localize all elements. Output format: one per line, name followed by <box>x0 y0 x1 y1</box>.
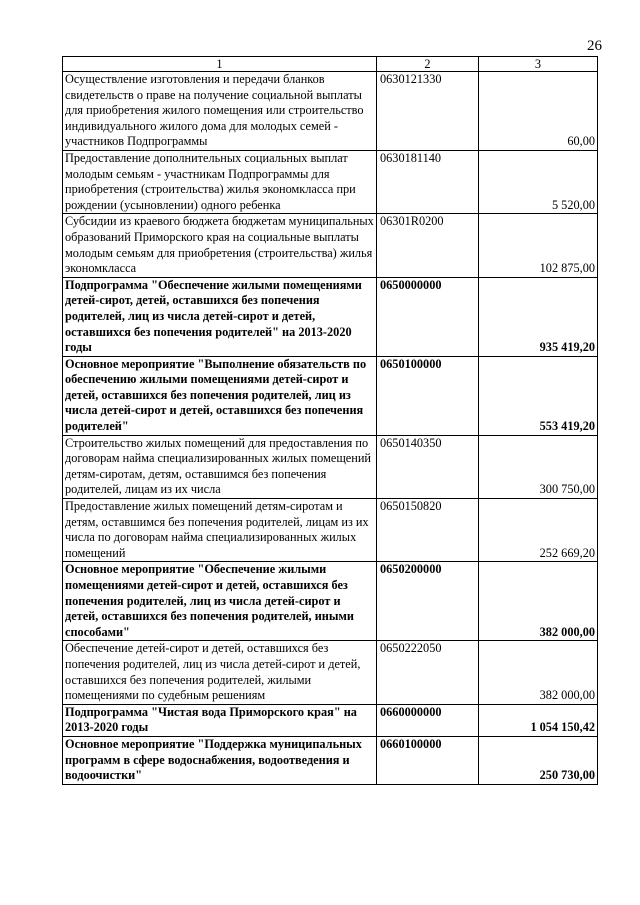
row-name-cell: Осуществление изготовления и передачи бланков свидетельств о праве на получение социальной выплаты для приобретения жилого помещения или строительство индивидуального жилого дома для молодых семей - участников Подпрограммы <box>63 72 377 151</box>
page-number: 26 <box>587 38 602 54</box>
row-code-cell: 0660100000 <box>377 736 479 784</box>
row-code-cell: 06301R0200 <box>377 214 479 277</box>
table-row <box>63 499 598 562</box>
row-amount-cell: 935 419,20 <box>479 277 598 356</box>
row-code-cell: 0650200000 <box>377 562 479 641</box>
row-name-cell: Предоставление жилых помещений детям-сиротам и детям, оставшимся без попечения родителей, лицам из их числа по договорам найма специализированных жилых помещений <box>63 499 377 562</box>
row-amount-cell: 250 730,00 <box>479 736 598 784</box>
table-row <box>63 214 598 277</box>
row-amount-cell: 252 669,20 <box>479 499 598 562</box>
row-code-cell: 0650222050 <box>377 641 479 704</box>
row-name-cell: Обеспечение детей-сирот и детей, оставшихся без попечения родителей, лиц из числа детей-сирот и детей, оставшихся без попечения родителей, жилыми помещениями по судебным решениям <box>63 641 377 704</box>
row-name-cell: Подпрограмма "Обеспечение жилыми помещениями детей-сирот, детей, оставшихся без попечения родителей, лиц из числа детей-сирот и детей, оставшихся без попечения родителей" на 2013-2020 годы <box>63 277 377 356</box>
row-amount-cell: 553 419,20 <box>479 356 598 435</box>
row-amount-cell: 102 875,00 <box>479 214 598 277</box>
table-row <box>63 72 598 151</box>
row-amount-cell: 60,00 <box>479 72 598 151</box>
table-row <box>63 277 598 356</box>
row-name-cell: Субсидии из краевого бюджета бюджетам муниципальных образований Приморского края на социальные выплаты молодым семьям для приобретения (строительства) жилья экономкласса <box>63 214 377 277</box>
row-amount-cell: 382 000,00 <box>479 562 598 641</box>
row-name-cell: Основное мероприятие "Выполнение обязательств по обеспечению жилыми помещениями детей-сирот и детей, оставшихся без попечения родителей, лиц из числа детей-сирот и детей, оставшихся без попечения родителей" <box>63 356 377 435</box>
row-code-cell: 0650100000 <box>377 356 479 435</box>
table-row <box>63 736 598 784</box>
table-header-row <box>63 57 598 72</box>
row-name-cell: Строительство жилых помещений для предоставления по договорам найма специализированных жилых помещений детям-сиротам, детям, оставшимся без попечения родителей, лицам из их числа <box>63 435 377 498</box>
row-code-cell: 0650000000 <box>377 277 479 356</box>
row-code-cell: 0650150820 <box>377 499 479 562</box>
table-row <box>63 704 598 736</box>
budget-table <box>62 56 598 785</box>
row-code-cell: 0630121330 <box>377 72 479 151</box>
column-header-2: 2 <box>377 57 479 72</box>
row-code-cell: 0630181140 <box>377 150 479 213</box>
row-amount-cell: 5 520,00 <box>479 150 598 213</box>
row-amount-cell: 300 750,00 <box>479 435 598 498</box>
table-row <box>63 562 598 641</box>
table-row <box>63 435 598 498</box>
table-row <box>63 641 598 704</box>
table-row <box>63 356 598 435</box>
row-name-cell: Основное мероприятие "Обеспечение жилыми помещениями детей-сирот и детей, оставшихся без попечения родителей, лиц из числа детей-сирот и детей, оставшихся без попечения родителей, иными способами" <box>63 562 377 641</box>
column-header-3: 3 <box>479 57 598 72</box>
row-amount-cell: 382 000,00 <box>479 641 598 704</box>
row-amount-cell: 1 054 150,42 <box>479 704 598 736</box>
row-name-cell: Подпрограмма "Чистая вода Приморского края" на 2013-2020 годы <box>63 704 377 736</box>
table-row <box>63 150 598 213</box>
column-header-1: 1 <box>63 57 377 72</box>
row-code-cell: 0660000000 <box>377 704 479 736</box>
row-name-cell: Основное мероприятие "Поддержка муниципальных программ в сфере водоснабжения, водоотведения и водоочистки" <box>63 736 377 784</box>
row-name-cell: Предоставление дополнительных социальных выплат молодым семьям - участникам Подпрограммы для приобретения (строительства) жилья экономкласса при рождении (усыновлении) одного ребенка <box>63 150 377 213</box>
row-code-cell: 0650140350 <box>377 435 479 498</box>
